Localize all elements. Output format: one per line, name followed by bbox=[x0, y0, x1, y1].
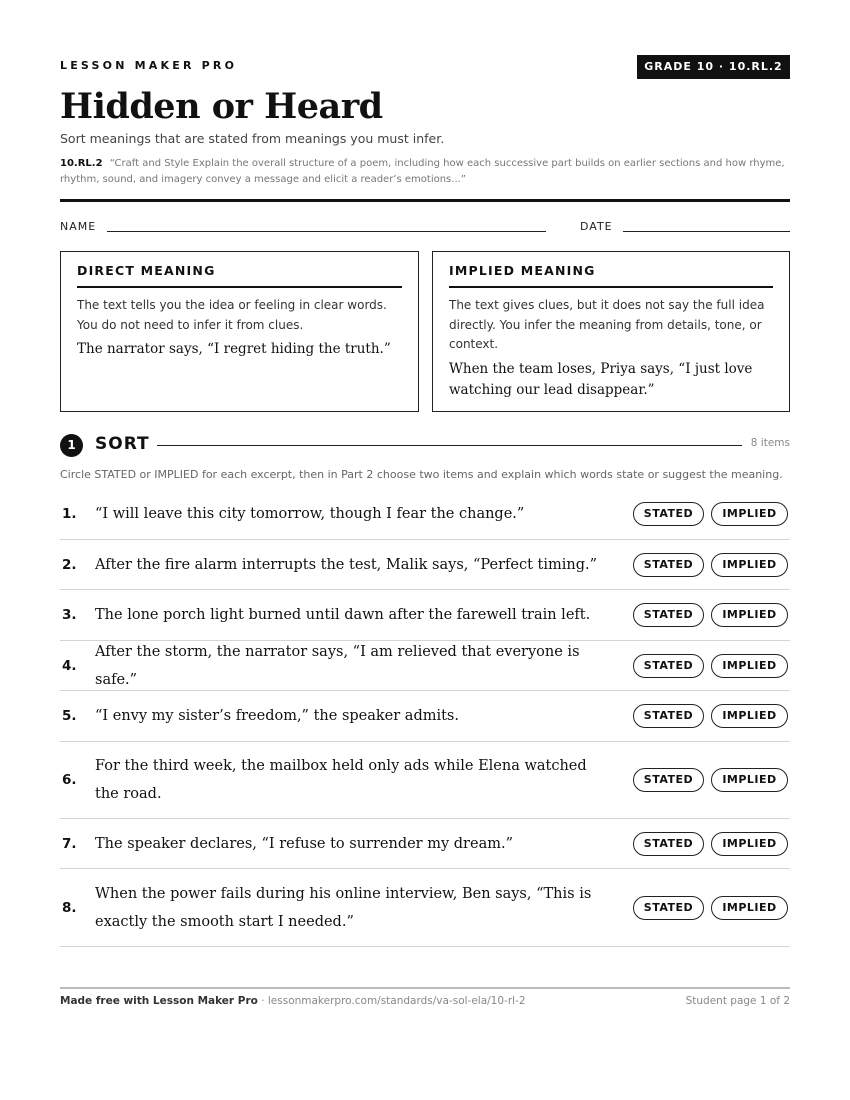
stated-button[interactable]: STATED bbox=[633, 896, 704, 920]
item-text: “I envy my sister’s freedom,” the speaker admits. bbox=[95, 708, 459, 724]
list-item bbox=[60, 590, 790, 641]
stated-button[interactable]: STATED bbox=[633, 704, 704, 728]
direct-meaning-box bbox=[60, 251, 419, 412]
list-item bbox=[60, 489, 790, 540]
list-item bbox=[60, 641, 790, 691]
stated-button[interactable]: STATED bbox=[633, 654, 704, 678]
stated-button[interactable]: STATED bbox=[633, 553, 704, 577]
item-number: 7. bbox=[62, 835, 77, 852]
item-number: 4. bbox=[62, 657, 77, 674]
implied-button[interactable]: IMPLIED bbox=[711, 768, 788, 792]
grade-badge: GRADE 10 · 10.RL.2 bbox=[637, 55, 790, 79]
item-number: 8. bbox=[62, 899, 77, 916]
item-text: “I will leave this city tomorrow, though I fear the change.” bbox=[95, 506, 525, 522]
item-text: The speaker declares, “I refuse to surrender my dream.” bbox=[95, 835, 513, 852]
stated-button[interactable]: STATED bbox=[633, 832, 704, 856]
stated-button[interactable]: STATED bbox=[633, 603, 704, 627]
implied-button[interactable]: IMPLIED bbox=[711, 654, 788, 678]
list-item bbox=[60, 540, 790, 590]
implied-button[interactable]: IMPLIED bbox=[711, 832, 788, 856]
name-label: NAME bbox=[60, 220, 97, 233]
name-field[interactable] bbox=[107, 231, 546, 232]
item-text: When the power fails during his online interview, Ben says, “This is exactly the smooth start I needed.” bbox=[95, 885, 592, 930]
brand-name: LESSON MAKER PRO bbox=[60, 59, 238, 72]
footer-url[interactable]: · lessonmakerpro.com/standards/va-sol-ela/10-rl-2 bbox=[257, 995, 526, 1007]
section-instructions: Circle STATED or IMPLIED for each excerpt, then in Part 2 choose two items and explain which words state or suggest the meaning. bbox=[60, 468, 783, 481]
standard-text: “Craft and Style Explain the overall structure of a poem, including how each successive part builds on earlier sections and how rhyme, rhythm, sound, and imagery convey a message and elicit a reader’s emotions...” bbox=[60, 158, 785, 185]
implied-button[interactable]: IMPLIED bbox=[711, 603, 788, 627]
standard-code: 10.RL.2 bbox=[60, 158, 103, 169]
implied-button[interactable]: IMPLIED bbox=[711, 896, 788, 920]
date-label: DATE bbox=[580, 220, 613, 233]
excerpt-list bbox=[60, 489, 790, 947]
direct-meaning-example: The narrator says, “I regret hiding the truth.” bbox=[77, 341, 391, 357]
footer-made-with: Made free with Lesson Maker Pro bbox=[60, 995, 258, 1007]
item-text: The lone porch light burned until dawn after the farewell train left. bbox=[95, 607, 591, 623]
section-title: SORT bbox=[95, 434, 150, 454]
item-text: After the fire alarm interrupts the test, Malik says, “Perfect timing.” bbox=[95, 556, 598, 573]
implied-meaning-example: When the team loses, Priya says, “I just love watching our lead disappear.” bbox=[449, 360, 753, 398]
item-number: 2. bbox=[62, 556, 77, 573]
stated-button[interactable]: STATED bbox=[633, 768, 704, 792]
list-item bbox=[60, 691, 790, 742]
header-divider bbox=[60, 199, 790, 202]
item-number: 1. bbox=[62, 506, 77, 522]
section-divider bbox=[157, 445, 742, 446]
list-item bbox=[60, 742, 790, 819]
stated-button[interactable]: STATED bbox=[633, 502, 704, 526]
sort-section-header bbox=[60, 433, 790, 457]
item-number: 3. bbox=[62, 607, 77, 623]
item-number: 6. bbox=[62, 772, 77, 788]
page-subtitle: Sort meanings that are stated from meanings you must infer. bbox=[60, 131, 445, 146]
implied-button[interactable]: IMPLIED bbox=[711, 704, 788, 728]
section-number-badge: 1 bbox=[60, 434, 83, 457]
direct-meaning-description: The text tells you the idea or feeling in clear words. You do not need to infer it from clues. bbox=[77, 298, 387, 332]
standard-description bbox=[60, 156, 790, 188]
implied-button[interactable]: IMPLIED bbox=[711, 502, 788, 526]
item-number: 5. bbox=[62, 708, 77, 724]
page-title: Hidden or Heard bbox=[60, 86, 383, 127]
list-item bbox=[60, 869, 790, 947]
item-text: After the storm, the narrator says, “I am relieved that everyone is safe.” bbox=[95, 643, 580, 688]
page-indicator: Student page 1 of 2 bbox=[685, 995, 790, 1007]
implied-meaning-description: The text gives clues, but it does not say the full idea directly. You infer the meaning from details, tone, or context. bbox=[449, 298, 765, 351]
student-info-row bbox=[60, 219, 790, 235]
direct-meaning-heading: DIRECT MEANING bbox=[77, 263, 402, 288]
footer-credit bbox=[60, 995, 526, 1007]
implied-button[interactable]: IMPLIED bbox=[711, 553, 788, 577]
item-count: 8 items bbox=[750, 437, 790, 449]
list-item bbox=[60, 819, 790, 869]
implied-meaning-heading: IMPLIED MEANING bbox=[449, 263, 773, 288]
implied-meaning-box bbox=[432, 251, 790, 412]
item-text: For the third week, the mailbox held only ads while Elena watched the road. bbox=[95, 758, 587, 802]
date-field[interactable] bbox=[623, 231, 790, 232]
footer-divider bbox=[60, 987, 790, 989]
